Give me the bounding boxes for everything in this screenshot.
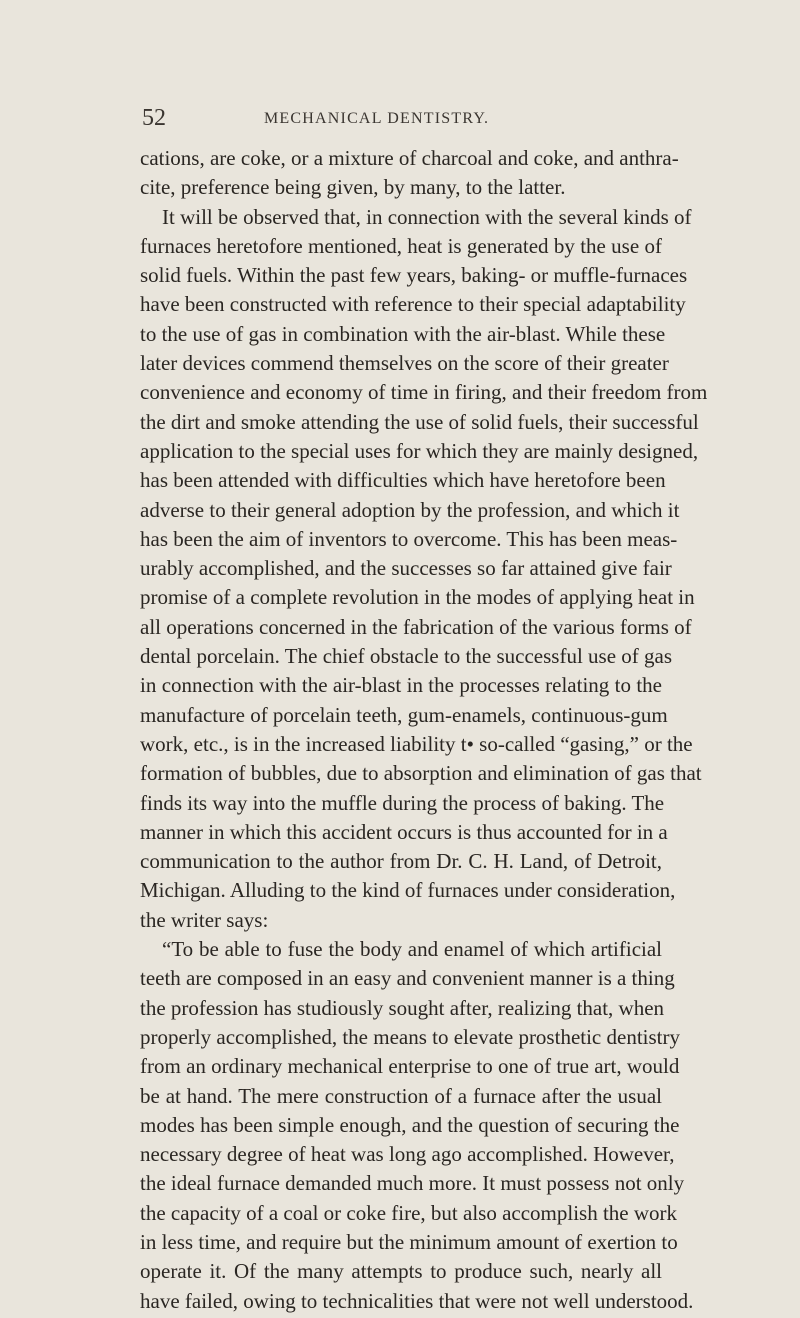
text-line: from an ordinary mechanical enterprise to one of true art, would bbox=[140, 1054, 680, 1079]
text-line: in connection with the air-blast in the processes relating to the bbox=[140, 673, 662, 698]
text-line: modes has been simple enough, and the question of securing the bbox=[140, 1112, 680, 1137]
text-line: be at hand. The mere construction of a furnace after the usual bbox=[140, 1083, 662, 1108]
text-line: the capacity of a coal or coke fire, but also accomplish the work bbox=[140, 1200, 678, 1225]
text-line: the ideal furnace demanded much more. It must possess not only bbox=[140, 1171, 685, 1196]
text-line: teeth are composed in an easy and convenient manner is a thing bbox=[140, 966, 675, 991]
text-line: cite, preference being given, by many, to the latter. bbox=[140, 175, 566, 200]
text-line: furnaces heretofore mentioned, heat is generated by the use of bbox=[140, 233, 662, 258]
text-line: “To be able to fuse the body and enamel of which artificial bbox=[162, 937, 662, 962]
text-line: promise of a complete revolution in the modes of applying heat in bbox=[140, 585, 695, 610]
text-line: work, etc., is in the increased liability t• so-called “gasing,” or the bbox=[140, 731, 693, 756]
text-line: solid fuels. Within the past few years, baking- or muffle-furnaces bbox=[140, 263, 688, 288]
text-line: It will be observed that, in connection with the several kinds of bbox=[162, 204, 692, 229]
text-line: application to the special uses for which they are mainly designed, bbox=[140, 438, 699, 463]
text-line: cations, are coke, or a mixture of charcoal and coke, and anthra- bbox=[140, 146, 679, 170]
text-line: dental porcelain. The chief obstacle to the successful use of gas bbox=[140, 644, 673, 669]
text-line: convenience and economy of time in firing, and their freedom from bbox=[140, 380, 708, 405]
text-line: the writer says: bbox=[140, 907, 269, 932]
text-line: has been the aim of inventors to overcome. This has been meas- bbox=[140, 526, 678, 551]
text-line: necessary degree of heat was long ago accomplished. However, bbox=[140, 1142, 675, 1167]
text-line: manufacture of porcelain teeth, gum-enamels, continuous-gum bbox=[140, 702, 668, 727]
text-line: in less time, and require but the minimum amount of exertion to bbox=[140, 1229, 678, 1254]
text-line: the dirt and smoke attending the use of solid fuels, their successful bbox=[140, 409, 699, 434]
text-line: have failed, owing to technicalities that were not well understood. bbox=[140, 1288, 694, 1313]
text-line: manner in which this accident occurs is thus accounted for in a bbox=[140, 819, 668, 844]
text-line: formation of bubbles, due to absorption and elimination of gas that bbox=[140, 761, 702, 786]
text-line: the profession has studiously sought after, realizing that, when bbox=[140, 995, 665, 1020]
text-line: later devices commend themselves on the score of their greater bbox=[140, 351, 669, 376]
body-text bbox=[140, 144, 708, 1316]
text-line: urably accomplished, and the successes so far attained give fair bbox=[140, 556, 672, 581]
text-line: have been constructed with reference to their special adaptability bbox=[140, 292, 686, 317]
running-head: MECHANICAL DENTISTRY. bbox=[264, 110, 490, 127]
text-line: Michigan. Alluding to the kind of furnaces under consideration, bbox=[140, 878, 676, 903]
text-line: adverse to their general adoption by the profession, and which it bbox=[140, 497, 680, 522]
text-line: properly accomplished, the means to elevate prosthetic dentistry bbox=[140, 1024, 680, 1049]
text-line: operate it. Of the many attempts to produce such, nearly all bbox=[140, 1259, 662, 1284]
page-header bbox=[140, 103, 660, 133]
text-line: all operations concerned in the fabrication of the various forms of bbox=[140, 614, 692, 639]
text-line: finds its way into the muffle during the process of baking. The bbox=[140, 790, 665, 815]
text-line: has been attended with difficulties which have heretofore been bbox=[140, 468, 666, 493]
page-number: 52 bbox=[142, 105, 166, 131]
text-line: to the use of gas in combination with the air-blast. While these bbox=[140, 321, 666, 346]
text-line: communication to the author from Dr. C. H. Land, of Detroit, bbox=[140, 849, 662, 874]
